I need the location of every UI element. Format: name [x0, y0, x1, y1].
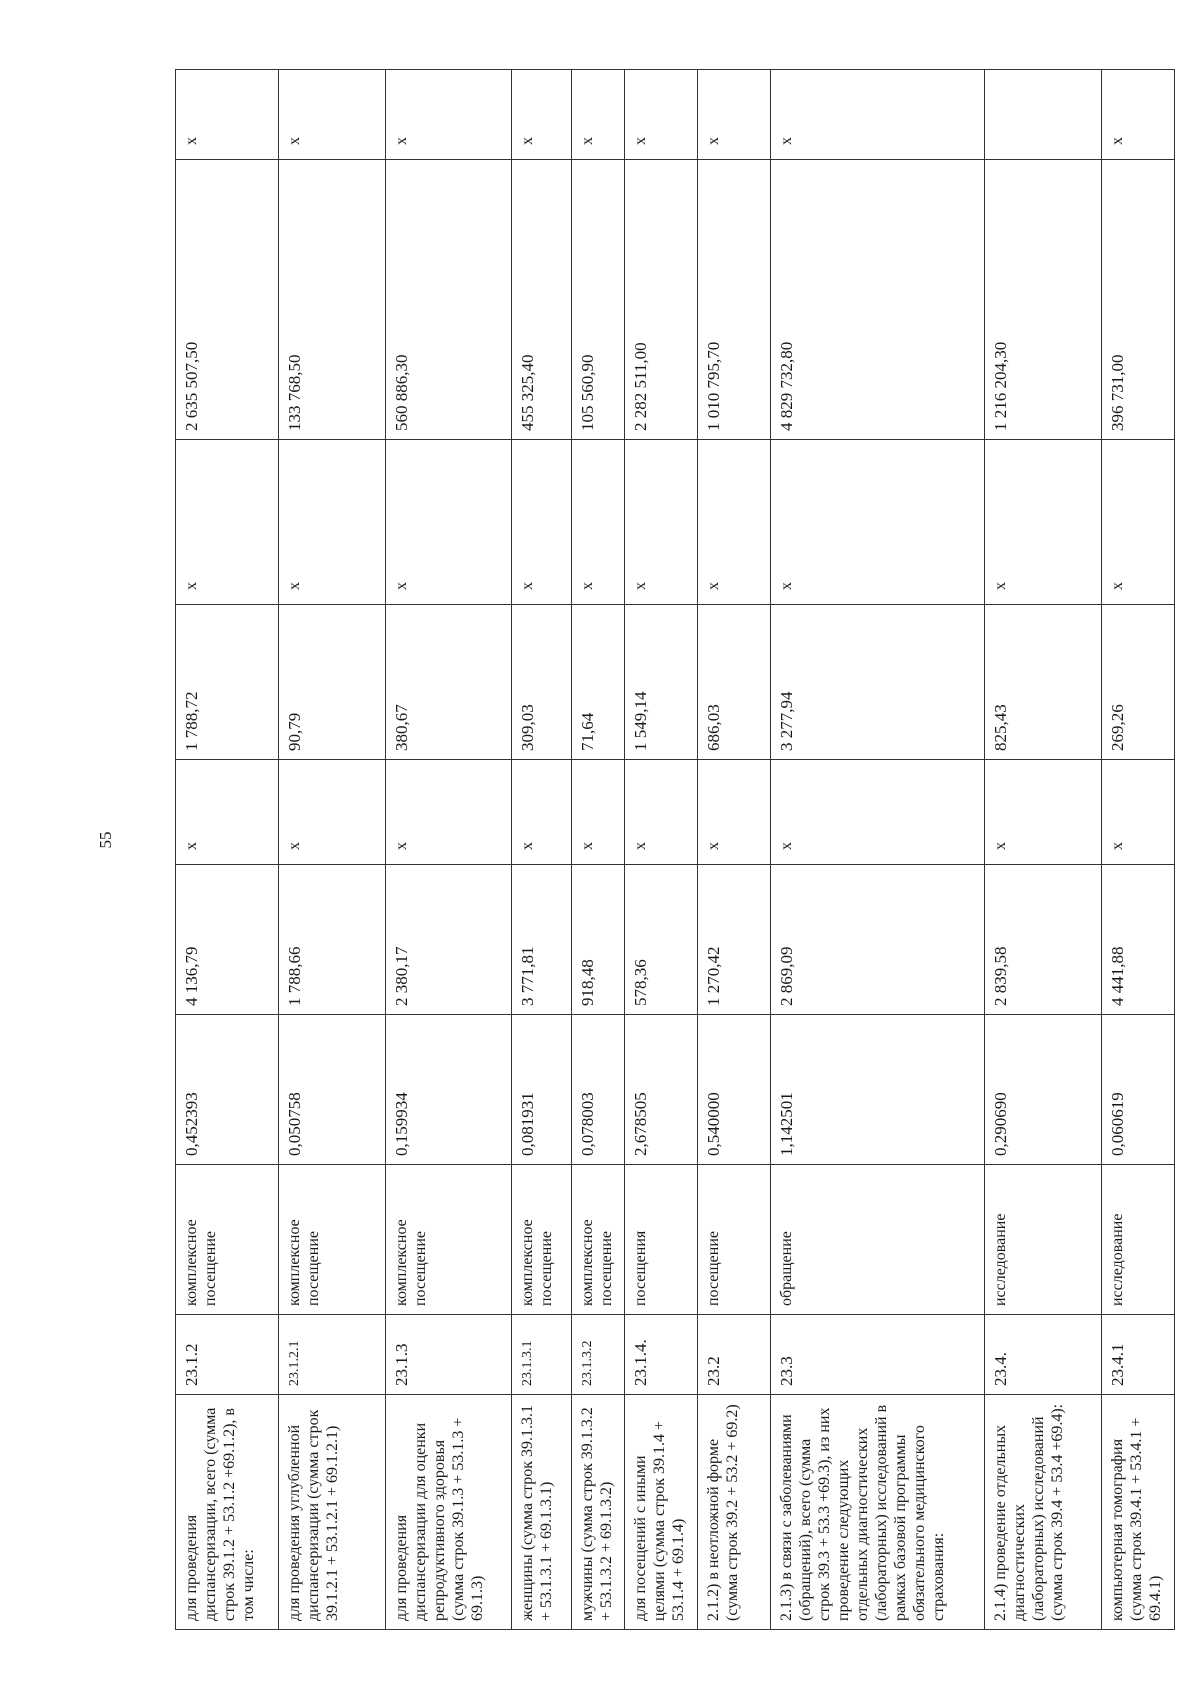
row-unit: комплексное посещение: [278, 1165, 385, 1315]
table-row: [511, 70, 571, 1630]
row-name: для проведения диспансеризации, всего (сумма строк 39.1.2 + 53.1.2 +69.1.2), в том числе:: [176, 1395, 279, 1630]
row-col10: x: [625, 70, 698, 160]
row-col8: x: [697, 440, 770, 605]
table-row: [770, 70, 984, 1630]
row-per-capita: 90,79: [278, 605, 385, 760]
row-total: 2 282 511,00: [625, 160, 698, 440]
row-volume: 0,078003: [571, 1015, 624, 1165]
row-code: 23.1.4.: [625, 1315, 698, 1395]
row-col6: x: [625, 760, 698, 865]
table-row: [625, 70, 698, 1630]
row-col10: x: [770, 70, 984, 160]
row-volume: 0,050758: [278, 1015, 385, 1165]
row-volume: 0,081931: [511, 1015, 571, 1165]
table-row: [385, 70, 511, 1630]
row-col6: x: [278, 760, 385, 865]
table-row: [176, 70, 279, 1630]
row-unit: комплексное посещение: [176, 1165, 279, 1315]
table-row: [1102, 70, 1175, 1630]
row-unit: комплексное посещение: [385, 1165, 511, 1315]
row-code: 23.2: [697, 1315, 770, 1395]
row-code: 23.3: [770, 1315, 984, 1395]
row-name: компьютерная томография (сумма строк 39.4.1 + 53.4.1 + 69.4.1): [1102, 1395, 1175, 1630]
table-row: [571, 70, 624, 1630]
row-total: 396 731,00: [1102, 160, 1175, 440]
row-col10: x: [571, 70, 624, 160]
row-col8: x: [385, 440, 511, 605]
row-name: для проведения диспансеризации для оценки репродуктивного здоровья (сумма строк 39.1.3 + 53.1.3 + 69.1.3): [385, 1395, 511, 1630]
row-unit: комплексное посещение: [571, 1165, 624, 1315]
row-code: 23.1.3: [385, 1315, 511, 1395]
row-cost: 2 869,09: [770, 865, 984, 1015]
row-name: для проведения углубленной диспансеризации (сумма строк 39.1.2.1 + 53.1.2.1 + 69.1.2.1): [278, 1395, 385, 1630]
row-total: 105 560,90: [571, 160, 624, 440]
row-per-capita: 686,03: [697, 605, 770, 760]
table-row: [278, 70, 385, 1630]
row-cost: 1 788,66: [278, 865, 385, 1015]
row-cost: 1 270,42: [697, 865, 770, 1015]
row-col6: x: [511, 760, 571, 865]
row-col10: x: [1102, 70, 1175, 160]
row-total: 133 768,50: [278, 160, 385, 440]
row-col10: x: [385, 70, 511, 160]
row-volume: 0,452393: [176, 1015, 279, 1165]
row-total: 1 216 204,30: [984, 160, 1102, 440]
row-cost: 918,48: [571, 865, 624, 1015]
row-per-capita: 269,26: [1102, 605, 1175, 760]
row-per-capita: 1 788,72: [176, 605, 279, 760]
row-code: 23.1.2.1: [278, 1315, 385, 1395]
row-col10: [984, 70, 1102, 160]
row-total: 455 325,40: [511, 160, 571, 440]
row-name: женщины (сумма строк 39.1.3.1 + 53.1.3.1 + 69.1.3.1): [511, 1395, 571, 1630]
row-name: мужчины (сумма строк 39.1.3.2 + 53.1.3.2 + 69.1.3.2): [571, 1395, 624, 1630]
row-col8: x: [984, 440, 1102, 605]
row-volume: 1,142501: [770, 1015, 984, 1165]
row-code: 23.1.3.2: [571, 1315, 624, 1395]
row-per-capita: 71,64: [571, 605, 624, 760]
row-col8: x: [176, 440, 279, 605]
row-col8: x: [278, 440, 385, 605]
row-per-capita: 380,67: [385, 605, 511, 760]
row-per-capita: 825,43: [984, 605, 1102, 760]
row-cost: 2 380,17: [385, 865, 511, 1015]
row-per-capita: 3 277,94: [770, 605, 984, 760]
row-volume: 2,678505: [625, 1015, 698, 1165]
rotated-table-container: [175, 70, 1175, 1630]
row-per-capita: 309,03: [511, 605, 571, 760]
row-unit: посещение: [697, 1165, 770, 1315]
row-col6: x: [984, 760, 1102, 865]
data-table: [175, 69, 1175, 1630]
row-volume: 0,290690: [984, 1015, 1102, 1165]
row-cost: 2 839,58: [984, 865, 1102, 1015]
row-unit: исследование: [1102, 1165, 1175, 1315]
row-code: 23.1.2: [176, 1315, 279, 1395]
row-name: для посещений с иными целями (сумма строк 39.1.4 + 53.1.4 + 69.1.4): [625, 1395, 698, 1630]
row-cost: 3 771,81: [511, 865, 571, 1015]
table-row: [697, 70, 770, 1630]
row-col10: x: [697, 70, 770, 160]
row-name: 2.1.3) в связи с заболеваниями (обращений), всего (сумма строк 39.3 + 53.3 +69.3), из них проведение следующих отдельных диагностических (лабораторных) исследований в рамках базовой программы обязательного медицинского страхования:: [770, 1395, 984, 1630]
row-col8: x: [625, 440, 698, 605]
row-code: 23.1.3.1: [511, 1315, 571, 1395]
row-col6: x: [770, 760, 984, 865]
row-per-capita: 1 549,14: [625, 605, 698, 760]
row-volume: 0,540000: [697, 1015, 770, 1165]
row-col8: x: [511, 440, 571, 605]
page-number: 55: [96, 831, 115, 849]
row-name: 2.1.4) проведение отдельных диагностических (лабораторных) исследований (сумма строк 39.4 + 53.4 +69.4):: [984, 1395, 1102, 1630]
row-col8: x: [770, 440, 984, 605]
row-cost: 578,36: [625, 865, 698, 1015]
row-cost: 4 441,88: [1102, 865, 1175, 1015]
row-col8: x: [1102, 440, 1175, 605]
row-total: 4 829 732,80: [770, 160, 984, 440]
row-unit: посещения: [625, 1165, 698, 1315]
row-code: 23.4.: [984, 1315, 1102, 1395]
row-col8: x: [571, 440, 624, 605]
row-col10: x: [278, 70, 385, 160]
row-total: 1 010 795,70: [697, 160, 770, 440]
row-col10: x: [511, 70, 571, 160]
row-total: 560 886,30: [385, 160, 511, 440]
row-unit: обращение: [770, 1165, 984, 1315]
row-col10: x: [176, 70, 279, 160]
row-unit: комплексное посещение: [511, 1165, 571, 1315]
row-total: 2 635 507,50: [176, 160, 279, 440]
row-col6: x: [176, 760, 279, 865]
row-col6: x: [385, 760, 511, 865]
row-volume: 0,060619: [1102, 1015, 1175, 1165]
row-col6: x: [571, 760, 624, 865]
row-volume: 0,159934: [385, 1015, 511, 1165]
row-col6: x: [1102, 760, 1175, 865]
row-cost: 4 136,79: [176, 865, 279, 1015]
row-name: 2.1.2) в неотложной форме (сумма строк 39.2 + 53.2 + 69.2): [697, 1395, 770, 1630]
row-col6: x: [697, 760, 770, 865]
table-row: [984, 70, 1102, 1630]
row-code: 23.4.1: [1102, 1315, 1175, 1395]
row-unit: исследование: [984, 1165, 1102, 1315]
